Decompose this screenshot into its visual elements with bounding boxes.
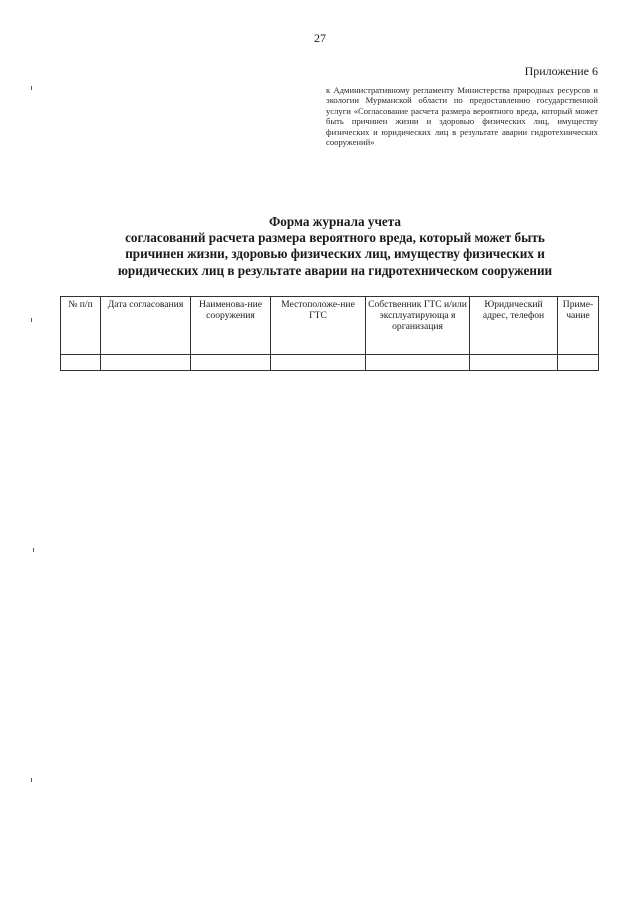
form-title-line: Форма журнала учета bbox=[268, 214, 402, 229]
table-header-row bbox=[61, 297, 599, 355]
page-number: 27 bbox=[314, 31, 326, 45]
column-header-number: № п/п bbox=[61, 297, 101, 355]
table-cell bbox=[558, 355, 599, 371]
form-title-line: согласований расчета размера вероятного вреда, который может быть bbox=[125, 230, 545, 246]
table-cell bbox=[191, 355, 271, 371]
table-cell bbox=[470, 355, 558, 371]
scan-mark bbox=[33, 548, 34, 552]
table-cell bbox=[101, 355, 191, 371]
column-header-note: Приме-чание bbox=[558, 297, 599, 355]
approval-note: к Административному регламенту Министерства природных ресурсов и экологии Мурманской области по предоставлению государственной услуги «Согласование расчета размера вероятного вреда, который может быть причинен жизни и здоровью физических лиц, имуществу физических и юридических лиц в результате аварии гидротехнических сооружений» bbox=[326, 85, 598, 148]
table-cell bbox=[271, 355, 366, 371]
table-row bbox=[61, 355, 599, 371]
scan-mark bbox=[31, 778, 32, 782]
scan-mark bbox=[31, 86, 32, 90]
column-header-address: Юридический адрес, телефон bbox=[470, 297, 558, 355]
form-title-line: юридических лиц в результате аварии на гидротехническом сооружении bbox=[117, 262, 553, 278]
column-header-owner: Собственник ГТС и/или эксплуатирующа я организация bbox=[366, 297, 470, 355]
form-title-line: причинен жизни, здоровью физических лиц, имуществу физических и bbox=[125, 246, 545, 262]
appendix-label: Приложение 6 bbox=[524, 64, 598, 78]
column-header-structure-name: Наименова-ние сооружения bbox=[191, 297, 271, 355]
journal-table bbox=[60, 296, 599, 371]
table-cell bbox=[61, 355, 101, 371]
form-title bbox=[70, 214, 600, 279]
scan-mark bbox=[31, 318, 32, 322]
column-header-date: Дата согласования bbox=[101, 297, 191, 355]
table-cell bbox=[366, 355, 470, 371]
column-header-location: Местоположе-ние ГТС bbox=[271, 297, 366, 355]
